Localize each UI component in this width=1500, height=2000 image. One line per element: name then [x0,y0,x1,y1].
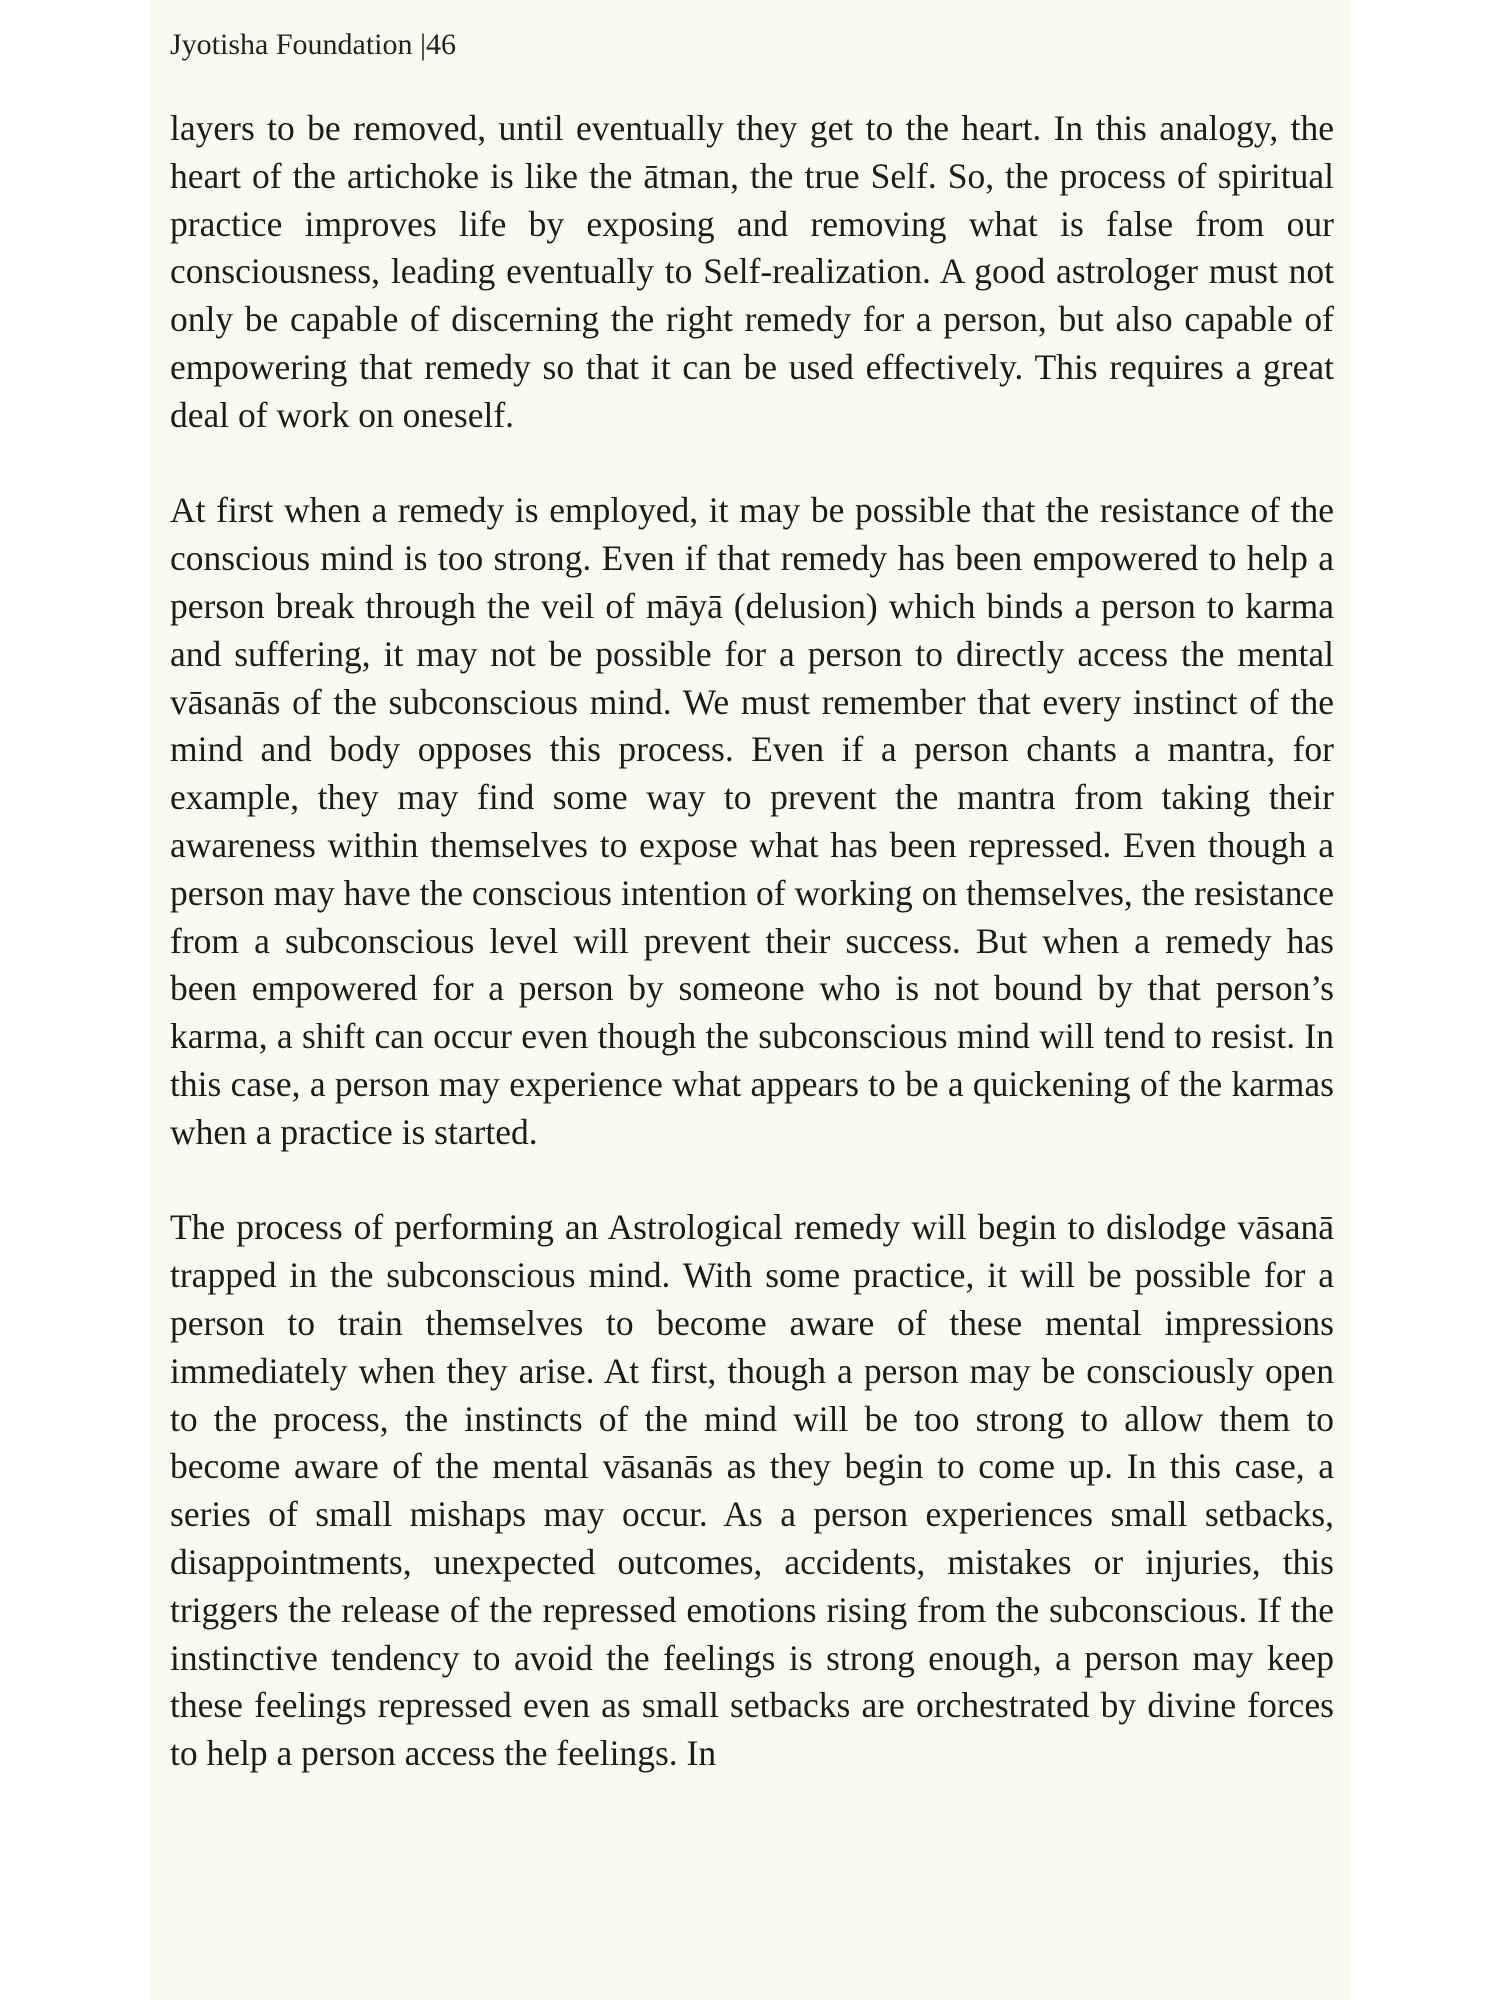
book-page [150,0,1350,2000]
paragraph-1: layers to be removed, until eventually they get to the heart. In this analogy, the heart of the artichoke is like the ātman, the true Self. So, the process of spiritual practice improves life by exposing and removing what is false from our consciousness, leading eventually to Self-realization. A good astrologer must not only be capable of discerning the right remedy for a person, but also capable of empowering that remedy so that it can be used effectively. This requires a great deal of work on oneself. [170,108,1334,435]
paragraph-3: The process of performing an Astrological remedy will begin to dislodge vāsanā trapped in the subconscious mind. With some practice, it will be possible for a person to train themselves to become aware of these mental impressions immediately when they arise. At first, though a person may be consciously open to the process, the instincts of the mind will be too strong to allow them to become aware of the mental vāsanās as they begin to come up. In this case, a series of small mishaps may occur. As a person experiences small setbacks, disappointments, unexpected outcomes, accidents, mistakes or injuries, this triggers the release of the repressed emotions rising from the subconscious. If the instinctive tendency to avoid the feelings is strong enough, a person may keep these feelings repressed even as small setbacks are orchestrated by divine forces to help a person access the feelings. In [170,1207,1334,1774]
paragraph-2: At first when a remedy is employed, it may be possible that the resistance of the conscious mind is too strong. Even if that remedy has been empowered to help a person break through the veil of māyā (delusion) which binds a person to karma and suffering, it may not be possible for a person to directly access the mental vāsanās of the subconscious mind. We must remember that every instinct of the mind and body opposes this process. Even if a person chants a mantra, for example, they may find some way to prevent the mantra from taking their awareness within themselves to expose what has been repressed. Even though a person may have the conscious intention of working on themselves, the resistance from a subconscious level will prevent their success. But when a remedy has been empowered for a person by someone who is not bound by that person’s karma, a shift can occur even though the subconscious mind will tend to resist. In this case, a person may experience what appears to be a quickening of the karmas when a practice is started. [170,490,1334,1152]
running-header: Jyotisha Foundation |46 [170,28,457,61]
page-body [170,105,1334,1778]
